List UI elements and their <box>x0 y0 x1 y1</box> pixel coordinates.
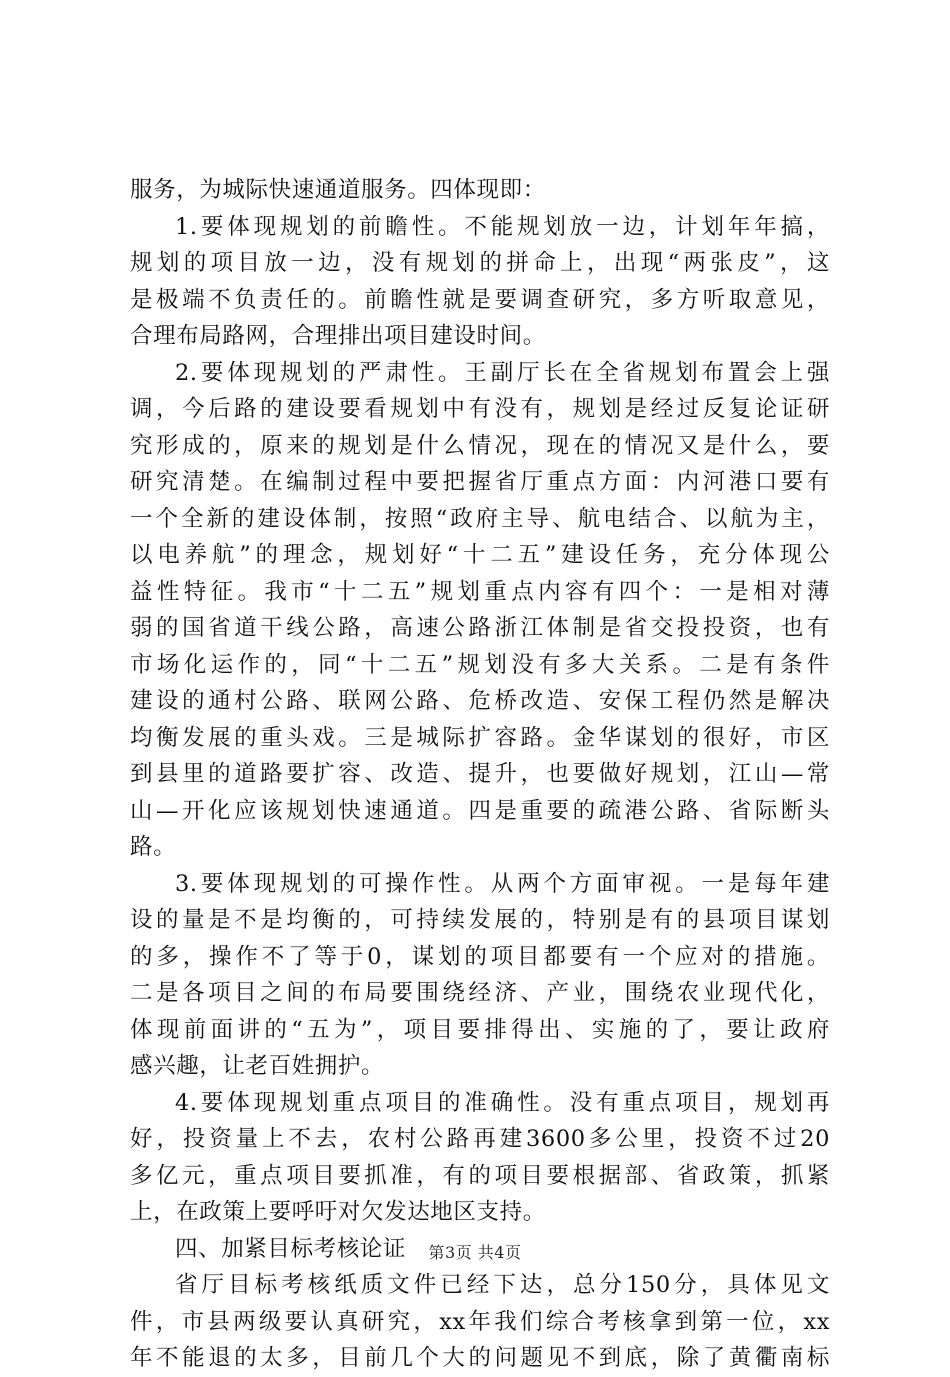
text-line: 以电养航”的理念，规划好“十二五”建设任务，充分体现公 <box>130 542 830 568</box>
text-line: 四、加紧目标考核论证 <box>175 1235 407 1262</box>
text-line: 建设的通村公路、联网公路、危桥改造、安保工程仍然是解决 <box>130 688 830 714</box>
text-line: 4.要体现规划重点项目的准确性。没有重点项目，规划再 <box>175 1089 830 1116</box>
text-line: 究形成的，原来的规划是什么情况，现在的情况又是什么，要 <box>130 432 830 459</box>
text-line: 益性特征。我市“十二五”规划重点内容有四个：一是相对薄 <box>130 578 830 605</box>
page-footer: 第3页 共4页 <box>428 1243 522 1262</box>
text-line: 弱的国省道干线公路，高速公路浙江体制是省交投投资，也有 <box>130 615 830 641</box>
text-line: 调，今后路的建设要看规划中有没有，规划是经过反复论证研 <box>130 396 830 422</box>
text-line: 件，市县两级要认真研究，xx年我们综合考核拿到第一位，xx <box>130 1308 830 1335</box>
text-line: 设的量是不是均衡的，可持续发展的，特别是有的县项目谋划 <box>130 907 830 933</box>
text-line: 规划的项目放一边，没有规划的拼命上，出现“两张皮”，这 <box>130 250 830 276</box>
text-line: 1.要体现规划的前瞻性。不能规划放一边，计划年年搞， <box>175 213 830 240</box>
document-body <box>130 172 830 1377</box>
text-line: 的多，操作不了等于0，谋划的项目都要有一个应对的措施。 <box>130 943 830 970</box>
text-line: 好，投资量上不去，农村公路再建3600多公里，投资不过20 <box>130 1126 830 1152</box>
text-line: 是极端不负责任的。前瞻性就是要调查研究，多方听取意见， <box>130 286 830 313</box>
text-line: 2.要体现规划的严肃性。王副厅长在全省规划布置会上强 <box>175 359 830 386</box>
text-line: 服务，为城际快速通道服务。四体现即： <box>130 177 546 203</box>
text-line: 年不能退的太多，目前几个大的问题见不到底，除了黄衢南标 <box>130 1345 830 1371</box>
text-line: 体现前面讲的“五为”，项目要排得出、实施的了，要让政府 <box>130 1016 830 1043</box>
text-line: 市场化运作的，同“十二五”规划没有多大关系。二是有条件 <box>130 651 830 678</box>
text-line: 多亿元，重点项目要抓准，有的项目要根据部、省政策，抓紧 <box>130 1162 830 1189</box>
text-line: 3.要体现规划的可操作性。从两个方面审视。一是每年建 <box>175 870 830 897</box>
text-line: 路。 <box>130 834 177 860</box>
text-line: 合理布局路网，合理排出项目建设时间。 <box>130 323 546 349</box>
text-line: 感兴趣，让老百姓拥护。 <box>130 1053 385 1079</box>
text-line: 一个全新的建设体制，按照“政府主导、航电结合、以航为主， <box>130 505 830 532</box>
text-line: 省厅目标考核纸质文件已经下达，总分150分，具体见文 <box>175 1272 830 1298</box>
text-line: 山—开化应该规划快速通道。四是重要的疏港公路、省际断头 <box>130 797 830 824</box>
text-line: 研究清楚。在编制过程中要把握省厅重点方面：内河港口要有 <box>130 469 830 495</box>
text-line: 上，在政策上要呼吁对欠发达地区支持。 <box>130 1199 546 1225</box>
text-line: 二是各项目之间的布局要围绕经济、产业，围绕农业现代化， <box>130 980 830 1006</box>
text-line: 均衡发展的重头戏。三是城际扩容路。金华谋划的很好，市区 <box>130 724 830 751</box>
text-line: 到县里的道路要扩容、改造、提升，也要做好规划，江山—常 <box>130 761 830 787</box>
